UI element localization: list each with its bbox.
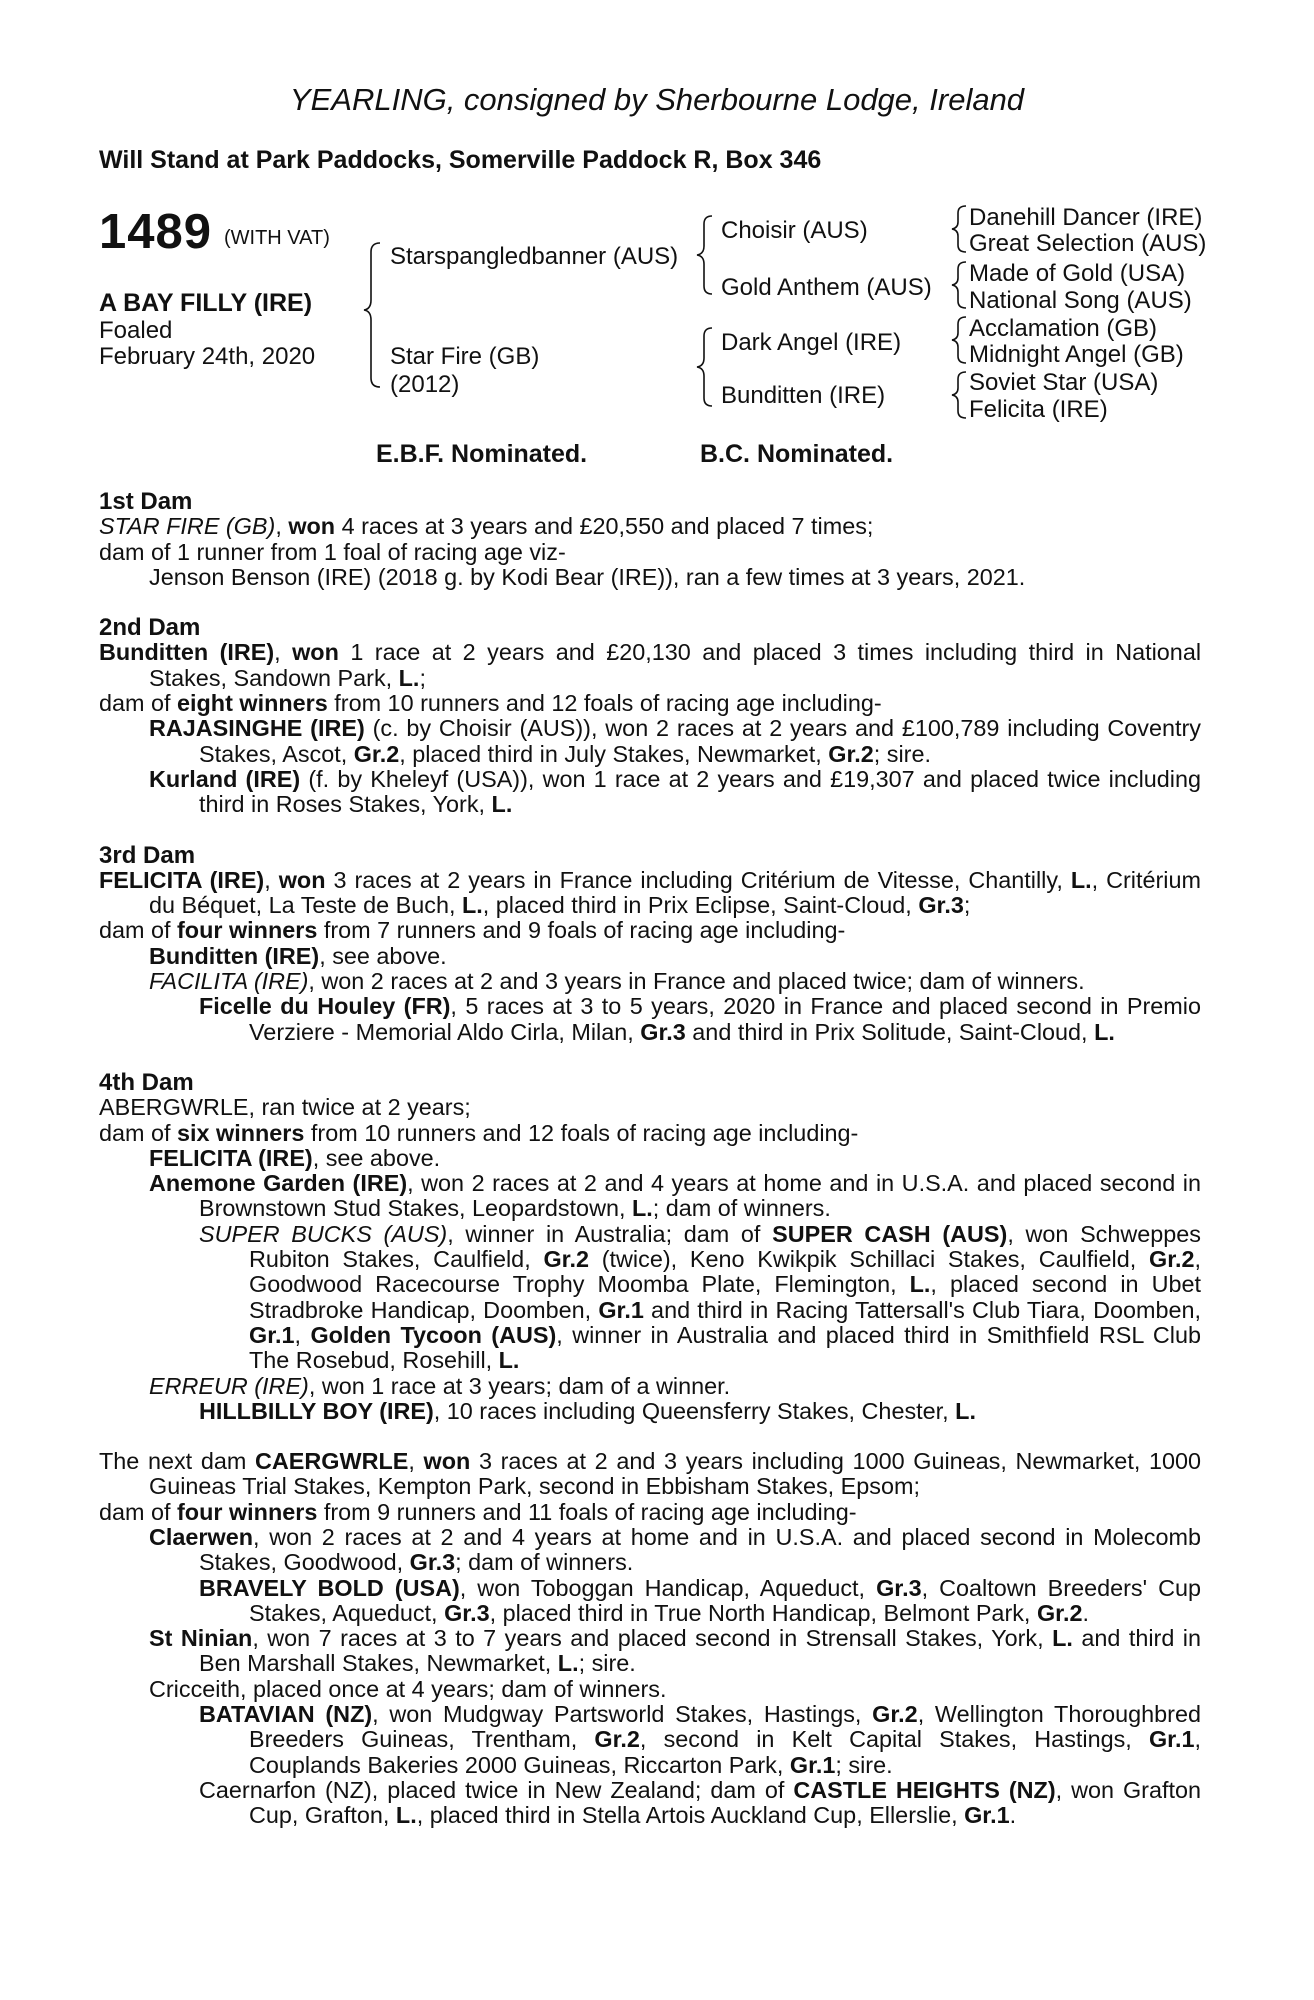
dam-year: (2012): [390, 371, 460, 398]
page-heading: YEARLING, consigned by Sherbourne Lodge, Ireland: [289, 82, 1025, 117]
produce-entry: St Ninian, won 7 races at 3 to 7 years and placed second in Strensall Stakes, York, L. and third in Ben Marshall Stakes, Newmarket, L.; sire.: [149, 1625, 1201, 1677]
foaled-date: February 24th, 2020: [99, 343, 316, 370]
bc-nomination: B.C. Nominated.: [700, 440, 894, 468]
gen3-ancestor: Midnight Angel (GB): [969, 341, 1184, 368]
paragraph: dam of six winners from 10 runners and 12 foals of racing age including-: [99, 1119, 859, 1146]
paragraph: dam of 1 runner from 1 foal of racing age viz-: [99, 538, 566, 565]
paragraph: STAR FIRE (GB), won 4 races at 3 years and £20,550 and placed 7 times;: [99, 513, 874, 540]
sire-sire-name: Choisir (AUS): [721, 217, 868, 244]
paragraph: dam of four winners from 7 runners and 9 foals of racing age including-: [99, 917, 846, 944]
lot-description: A BAY FILLY (IRE): [99, 289, 313, 317]
gen3-ancestor: Made of Gold (USA): [969, 260, 1186, 287]
paragraph: FELICITA (IRE), won 3 races at 2 years in France including Critérium de Vitesse, Chantilly, L., Critérium du Béquet, La Teste de Buch, L., placed third in Prix Eclipse, Saint-Cloud, Gr.3;: [99, 866, 1201, 919]
produce-entry: RAJASINGHE (IRE) (c. by Choisir (AUS)), won 2 races at 2 years and £100,789 including Coventry Stakes, Ascot, Gr.2, placed third in July Stakes, Newmarket, Gr.2; sire.: [149, 715, 1202, 767]
section-title: 3rd Dam: [99, 841, 196, 869]
produce-entry: BRAVELY BOLD (USA), won Toboggan Handicap, Aqueduct, Gr.3, Coaltown Breeders' Cup Stakes, Aqueduct, Gr.3, placed third in True North Handicap, Belmont Park, Gr.2.: [199, 1574, 1202, 1626]
sire-name: Starspangledbanner (AUS): [390, 243, 679, 270]
foaled-label: Foaled: [99, 317, 173, 344]
produce-entry: FELICITA (IRE), see above.: [149, 1144, 441, 1171]
sire-dam-name: Gold Anthem (AUS): [721, 274, 932, 301]
gen3-ancestor: Danehill Dancer (IRE): [969, 204, 1203, 231]
produce-entry: Jenson Benson (IRE) (2018 g. by Kodi Bear (IRE)), ran a few times at 3 years, 2021.: [149, 563, 1026, 590]
dam-name: Star Fire (GB): [390, 343, 540, 370]
produce-entry: Ficelle du Houley (FR), 5 races at 3 to 5 years, 2020 in France and placed second in Premio Verziere - Memorial Aldo Cirla, Milan, Gr.3 and third in Prix Solitude, Saint-Cloud, L.: [199, 993, 1201, 1045]
paragraph: dam of four winners from 9 runners and 11 foals of racing age including-: [99, 1498, 857, 1525]
produce-entry: SUPER BUCKS (AUS), winner in Australia; dam of SUPER CASH (AUS), won Schweppes Rubiton Stakes, Caulfield, Gr.2 (twice), Keno Kwikpik Schillaci Stakes, Caulfield, Gr.2, Goodwood Racecourse Trophy Moomba Plate, Flemington, L., placed second in Ubet Stradbroke Handicap, Doomben, Gr.1 and third in Racing Tattersall's Club Tiara, Doomben, Gr.1, Golden Tycoon (AUS), winner in Australia and placed third in Smithfield RSL Club The Rosebud, Rosehill, L.: [199, 1220, 1202, 1374]
section-title: 4th Dam: [99, 1068, 194, 1096]
produce-entry: ERREUR (IRE), won 1 race at 3 years; dam of a winner.: [149, 1372, 731, 1399]
gen3-ancestor: Felicita (IRE): [969, 396, 1108, 423]
stand-location: Will Stand at Park Paddocks, Somerville Paddock R, Box 346: [99, 146, 822, 174]
lot-number: 1489: [99, 205, 213, 259]
gen3-ancestor: Soviet Star (USA): [969, 369, 1159, 396]
paragraph: dam of eight winners from 10 runners and 12 foals of racing age including-: [99, 690, 882, 717]
section-title: 1st Dam: [99, 488, 193, 515]
paragraph: Bunditten (IRE), won 1 race at 2 years and £20,130 and placed 3 times including third in National Stakes, Sandown Park, L.;: [99, 639, 1202, 691]
gen3-ancestor: Great Selection (AUS): [969, 230, 1207, 257]
vat-note: (WITH VAT): [224, 227, 330, 249]
produce-entry: Caernarfon (NZ), placed twice in New Zealand; dam of CASTLE HEIGHTS (NZ), won Grafton Cup, Grafton, L., placed third in Stella Artois Auckland Cup, Ellerslie, Gr.1.: [199, 1776, 1201, 1829]
produce-entry: Claerwen, won 2 races at 2 and 4 years at home and in U.S.A. and placed second in Molecomb Stakes, Goodwood, Gr.3; dam of winners.: [149, 1523, 1201, 1576]
paragraph: The next dam CAERGWRLE, won 3 races at 2 and 3 years including 1000 Guineas, Newmarket, 1000 Guineas Trial Stakes, Kempton Park, second in Ebbisham Stakes, Epsom;: [99, 1448, 1202, 1500]
gen3-ancestor: National Song (AUS): [969, 287, 1192, 314]
dam-dam-name: Bunditten (IRE): [721, 382, 886, 409]
produce-record: [99, 489, 1201, 1829]
ebf-nomination: E.B.F. Nominated.: [376, 440, 588, 468]
paragraph: ABERGWRLE, ran twice at 2 years;: [99, 1094, 471, 1121]
produce-entry: Kurland (IRE) (f. by Kheleyf (USA)), won 1 race at 2 years and £19,307 and placed twice including third in Roses Stakes, York, L.: [149, 765, 1202, 818]
produce-entry: Cricceith, placed once at 4 years; dam of winners.: [149, 1675, 667, 1702]
produce-entry: Anemone Garden (IRE), won 2 races at 2 and 4 years at home and in U.S.A. and placed second in Brownstown Stud Stakes, Leopardstown, L.; dam of winners.: [149, 1170, 1202, 1222]
produce-entry: BATAVIAN (NZ), won Mudgway Partsworld Stakes, Hastings, Gr.2, Wellington Thoroughbred Breeders Guineas, Trentham, Gr.2, second in Kelt Capital Stakes, Hastings, Gr.1, Couplands Bakeries 2000 Guineas, Riccarton Park, Gr.1; sire.: [199, 1701, 1201, 1778]
produce-entry: FACILITA (IRE), won 2 races at 2 and 3 years in France and placed twice; dam of winners.: [149, 968, 1085, 995]
dam-sire-name: Dark Angel (IRE): [721, 329, 902, 356]
gen3-ancestor: Acclamation (GB): [969, 315, 1158, 342]
produce-entry: Bunditten (IRE), see above.: [149, 942, 447, 969]
produce-entry: HILLBILLY BOY (IRE), 10 races including Queensferry Stakes, Chester, L.: [199, 1397, 976, 1424]
section-title: 2nd Dam: [99, 614, 201, 642]
